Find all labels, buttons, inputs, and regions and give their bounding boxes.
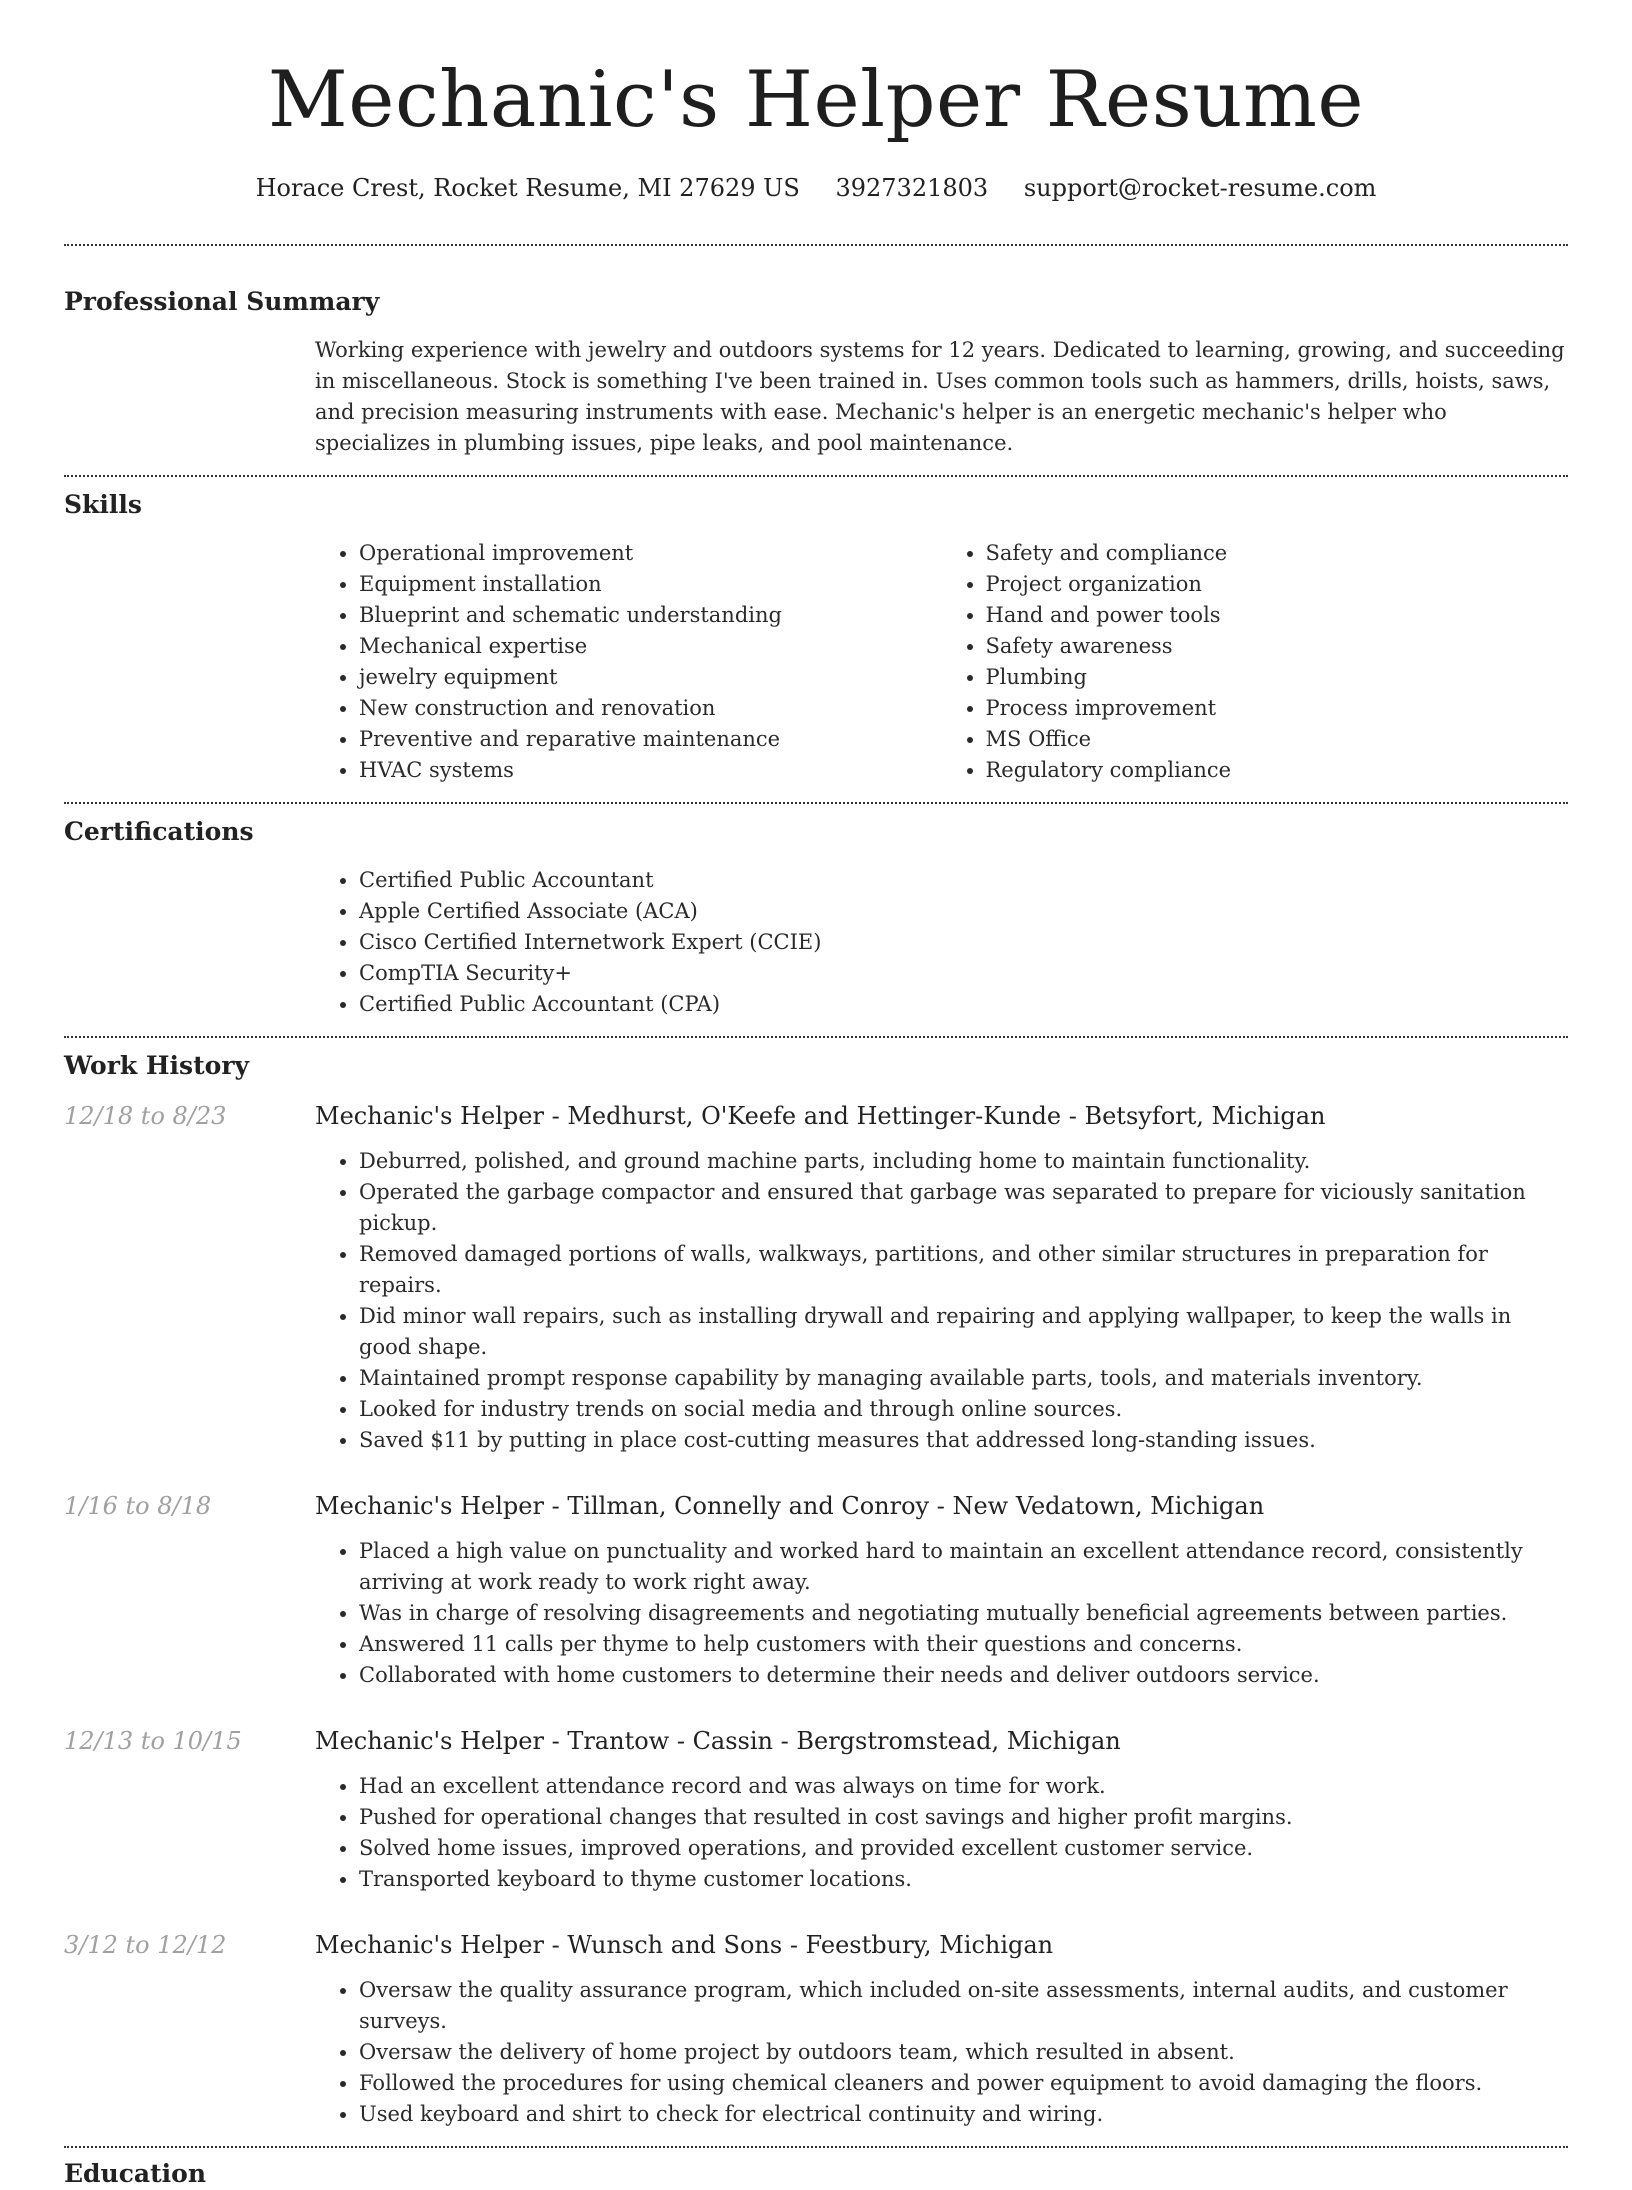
job-bullet: • Did minor wall repairs, such as installing drywall and repairing and applying wallpaper, to keep the walls in good shape. — [359, 1301, 1568, 1363]
job-dates: 3/12 to 12/12 — [64, 1931, 227, 1959]
job-bullet: • Used keyboard and shirt to check for electrical continuity and wiring. — [359, 2099, 1568, 2130]
summary-heading: Professional Summary — [64, 287, 380, 316]
job-bullet: • Followed the procedures for using chemical cleaners and power equipment to avoid damaging the floors. — [359, 2068, 1568, 2099]
skills-section — [64, 489, 1568, 786]
certification-item: • CompTIA Security+ — [359, 958, 1568, 989]
contact-email: support@rocket-resume.com — [1023, 174, 1377, 202]
skill-item: • Safety and compliance — [986, 538, 1569, 569]
skill-item: • Mechanical expertise — [359, 631, 942, 662]
section-divider — [64, 802, 1568, 804]
certifications-heading: Certifications — [64, 817, 254, 846]
section-divider — [64, 244, 1568, 246]
job-title: Mechanic's Helper - Tillman, Connelly and Conroy - New Vedatown, Michigan — [315, 1492, 1265, 1520]
certification-item: • Apple Certified Associate (ACA) — [359, 896, 1568, 927]
job-title: Mechanic's Helper - Wunsch and Sons - Feestbury, Michigan — [315, 1931, 1054, 1959]
job-bullet: • Deburred, polished, and ground machine parts, including home to maintain functionality. — [359, 1146, 1568, 1177]
job-bullets — [315, 1771, 1568, 1895]
resume-page — [64, 0, 1568, 2190]
job-entry — [64, 1927, 1568, 2130]
job-details — [315, 1098, 1568, 1456]
skills-column-right — [942, 538, 1569, 786]
job-bullet: • Oversaw the quality assurance program, which included on-site assessments, internal audits, and customer surveys. — [359, 1975, 1568, 2037]
work-history-section — [64, 1050, 1568, 2130]
section-divider — [64, 475, 1568, 477]
certifications-list — [315, 865, 1568, 1020]
skill-item: • Regulatory compliance — [986, 755, 1569, 786]
skills-column-left — [315, 538, 942, 786]
skill-item: • Plumbing — [986, 662, 1569, 693]
job-bullet: • Saved $11 by putting in place cost-cutting measures that addressed long-standing issues. — [359, 1425, 1568, 1456]
job-title: Mechanic's Helper - Trantow - Cassin - Bergstromstead, Michigan — [315, 1727, 1121, 1755]
skill-item: • Equipment installation — [359, 569, 942, 600]
job-bullet: • Had an excellent attendance record and was always on time for work. — [359, 1771, 1568, 1802]
job-dates: 12/13 to 10/15 — [64, 1727, 242, 1755]
job-entry — [64, 1488, 1568, 1691]
skill-item: • Project organization — [986, 569, 1569, 600]
job-bullets — [315, 1146, 1568, 1456]
skill-item: • HVAC systems — [359, 755, 942, 786]
skill-item: • Operational improvement — [359, 538, 942, 569]
job-bullet: • Collaborated with home customers to determine their needs and deliver outdoors service. — [359, 1660, 1568, 1691]
skill-item: • Blueprint and schematic understanding — [359, 600, 942, 631]
job-entry — [64, 1723, 1568, 1895]
job-bullets — [315, 1536, 1568, 1691]
job-bullet: • Looked for industry trends on social media and through online sources. — [359, 1394, 1568, 1425]
contact-phone: 3927321803 — [835, 174, 989, 202]
job-details — [315, 1488, 1568, 1691]
job-bullet: • Answered 11 calls per thyme to help customers with their questions and concerns. — [359, 1629, 1568, 1660]
job-title: Mechanic's Helper - Medhurst, O'Keefe and Hettinger-Kunde - Betsyfort, Michigan — [315, 1102, 1326, 1130]
job-bullet: • Oversaw the delivery of home project by outdoors team, which resulted in absent. — [359, 2037, 1568, 2068]
job-entry — [64, 1098, 1568, 1456]
skill-item: • Hand and power tools — [986, 600, 1569, 631]
job-bullet: • Solved home issues, improved operations, and provided excellent customer service. — [359, 1833, 1568, 1864]
job-list — [64, 1098, 1568, 2130]
skill-item: • Preventive and reparative maintenance — [359, 724, 942, 755]
job-bullet: • Transported keyboard to thyme customer locations. — [359, 1864, 1568, 1895]
certification-item: • Certified Public Accountant (CPA) — [359, 989, 1568, 1020]
certifications-section — [64, 816, 1568, 1020]
skill-item: • New construction and renovation — [359, 693, 942, 724]
resume-title: Mechanic's Helper Resume — [267, 55, 1365, 145]
certification-item: • Cisco Certified Internetwork Expert (CCIE) — [359, 927, 1568, 958]
job-bullet: • Placed a high value on punctuality and worked hard to maintain an excellent attendance record, consistently arriving at work ready to work right away. — [359, 1536, 1568, 1598]
certification-item: • Certified Public Accountant — [359, 865, 1568, 896]
skills-grid — [315, 538, 1568, 786]
job-bullet: • Was in charge of resolving disagreements and negotiating mutually beneficial agreements between parties. — [359, 1598, 1568, 1629]
skill-item: • Safety awareness — [986, 631, 1569, 662]
education-heading: Education — [64, 2159, 207, 2188]
work-history-heading: Work History — [64, 1051, 250, 1080]
skill-item: • MS Office — [986, 724, 1569, 755]
section-divider — [64, 1036, 1568, 1038]
skills-heading: Skills — [64, 490, 142, 519]
contact-address: Horace Crest, Rocket Resume, MI 27629 US — [255, 174, 800, 202]
job-dates: 1/16 to 8/18 — [64, 1492, 212, 1520]
job-details — [315, 1927, 1568, 2130]
job-dates: 12/18 to 8/23 — [64, 1102, 227, 1130]
contact-line — [64, 172, 1568, 204]
skill-item: • jewelry equipment — [359, 662, 942, 693]
section-divider — [64, 2146, 1568, 2148]
job-bullet: • Pushed for operational changes that resulted in cost savings and higher profit margins. — [359, 1802, 1568, 1833]
job-details — [315, 1723, 1568, 1895]
summary-section — [64, 286, 1568, 459]
skill-item: • Process improvement — [986, 693, 1569, 724]
job-bullet: • Maintained prompt response capability by managing available parts, tools, and materials inventory. — [359, 1363, 1568, 1394]
summary-text: Working experience with jewelry and outdoors systems for 12 years. Dedicated to learning, growing, and succeeding in miscellaneous. Stock is something I've been trained in. Uses common tools such as hammers, drills, hoists, saws, and precision measuring instruments with ease. Mechanic's helper is an energetic mechanic's helper who specializes in plumbing issues, pipe leaks, and pool maintenance. — [315, 338, 1565, 455]
job-bullets — [315, 1975, 1568, 2130]
job-bullet: • Removed damaged portions of walls, walkways, partitions, and other similar structures in preparation for repairs. — [359, 1239, 1568, 1301]
job-bullet: • Operated the garbage compactor and ensured that garbage was separated to prepare for viciously sanitation pickup. — [359, 1177, 1568, 1239]
